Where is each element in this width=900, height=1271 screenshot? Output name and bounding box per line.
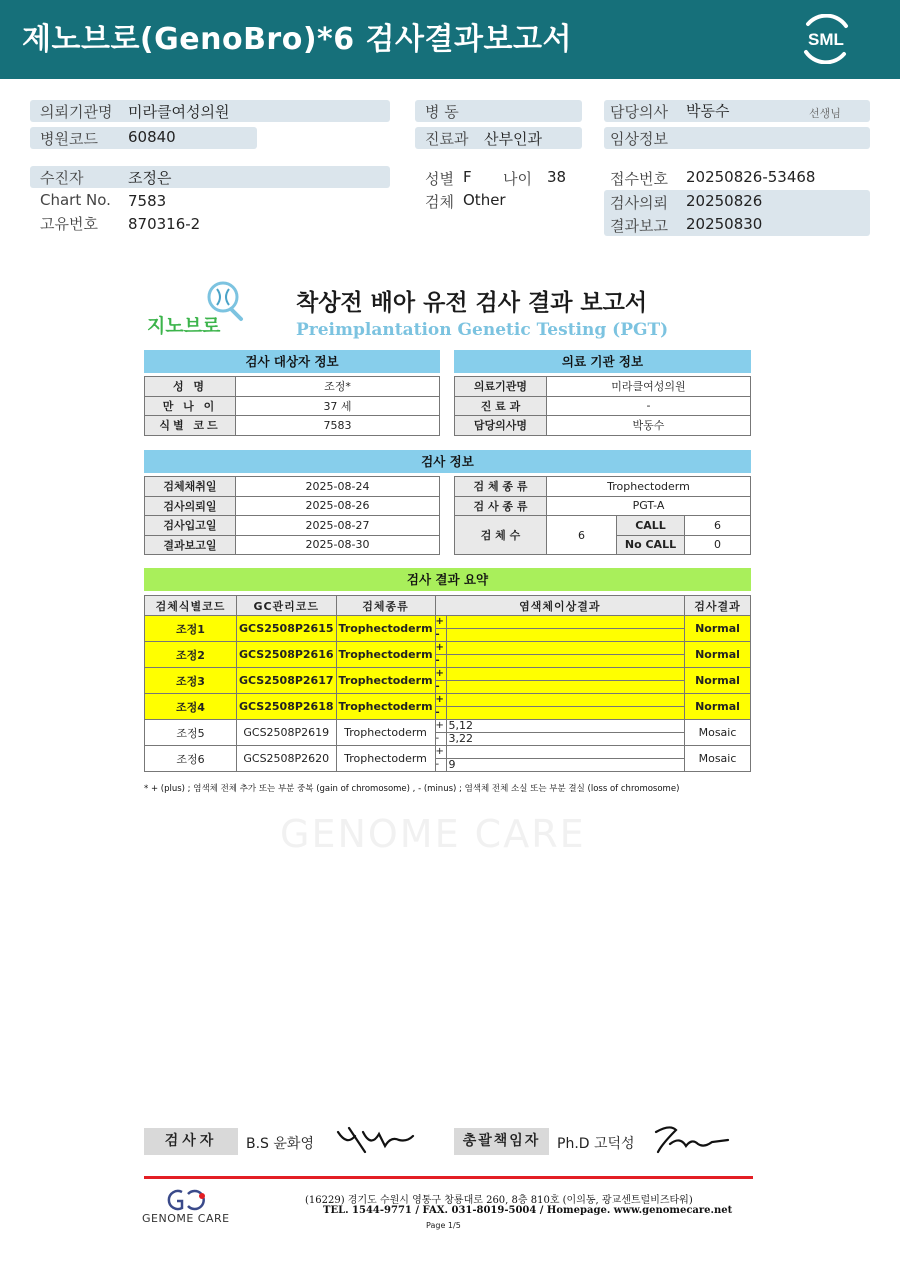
specimen: Other — [463, 191, 506, 209]
requesting-org: 미라클여성의원 — [128, 103, 230, 121]
org-table — [454, 376, 751, 436]
table-row — [145, 496, 440, 516]
sex-label: 성별 — [425, 170, 454, 188]
subject-key: 식별 코드 — [145, 416, 236, 436]
subject-key: 만 나 이 — [145, 396, 236, 416]
minus-result — [446, 707, 684, 720]
sample-id: 조정4 — [145, 694, 237, 720]
table-row — [145, 535, 440, 555]
director-signature — [650, 1122, 730, 1158]
plus-sign: + — [435, 746, 446, 759]
doctor-suffix: 선생님 — [809, 107, 841, 120]
watermark: GENOME CARE — [280, 812, 586, 856]
minus-sign: - — [435, 629, 446, 642]
sample-type: Trophectoderm — [336, 616, 435, 642]
plus-result — [446, 746, 684, 759]
minus-sign: - — [435, 655, 446, 668]
chart-no: 7583 — [128, 192, 167, 210]
sample-id: 조정6 — [145, 746, 237, 772]
test-value: 2025-08-30 — [236, 535, 440, 555]
org-key: 진 료 과 — [455, 396, 547, 416]
dept-label: 진료과 — [425, 130, 469, 148]
page-number: Page 1/5 — [426, 1221, 461, 1230]
test-value: 2025-08-26 — [236, 496, 440, 516]
specimen-type: Trophectoderm — [547, 477, 751, 497]
report-title-en: Preimplantation Genetic Testing (PGT) — [296, 320, 669, 340]
patient-label: 수진자 — [40, 169, 84, 187]
minus-result — [446, 681, 684, 694]
gc-code: GCS2508P2617 — [237, 668, 337, 694]
subject-value: 37 세 — [236, 396, 440, 416]
test-type-label: 검 사 종 류 — [455, 496, 547, 516]
table-row — [145, 642, 751, 655]
receipt-no: 20250826-53468 — [686, 168, 816, 186]
requesting-org-label: 의뢰기관명 — [40, 103, 113, 121]
minus-result — [446, 655, 684, 668]
receipt-label: 접수번호 — [610, 170, 668, 188]
table-row — [145, 746, 751, 759]
col-header: GC관리코드 — [237, 596, 337, 616]
sample-type: Trophectoderm — [336, 694, 435, 720]
gc-code: GCS2508P2619 — [237, 720, 337, 746]
test-type: PGT-A — [547, 496, 751, 516]
gc-code: GCS2508P2618 — [237, 694, 337, 720]
test-result: Normal — [685, 642, 751, 668]
subject-info-head: 검사 대상자 정보 — [144, 350, 440, 373]
plus-result — [446, 642, 684, 655]
table-row — [455, 496, 751, 516]
chart-label: Chart No. — [40, 191, 111, 209]
minus-sign: - — [435, 681, 446, 694]
test-key: 결과보고일 — [145, 535, 236, 555]
svg-text:지노브로: 지노브로 — [147, 315, 221, 337]
table-row — [145, 616, 751, 629]
subject-value: 조정* — [236, 377, 440, 397]
test-key: 검사입고일 — [145, 516, 236, 536]
subject-key: 성 명 — [145, 377, 236, 397]
specimen-label: 검체 — [425, 193, 454, 211]
table-row — [145, 396, 440, 416]
table-row — [455, 416, 751, 436]
summary-head: 검사 결과 요약 — [144, 568, 751, 591]
org-value: 미라클여성의원 — [547, 377, 751, 397]
request-date-label: 검사의뢰 — [610, 194, 668, 212]
subject-value: 7583 — [236, 416, 440, 436]
svg-text:SML: SML — [808, 30, 844, 49]
sex: F — [463, 168, 472, 186]
plus-sign: + — [435, 720, 446, 733]
test-value: 2025-08-24 — [236, 477, 440, 497]
call-label: CALL — [617, 516, 685, 536]
gc-code: GCS2508P2615 — [237, 616, 337, 642]
sample-id: 조정1 — [145, 616, 237, 642]
col-header: 검체식별코드 — [145, 596, 237, 616]
minus-sign: - — [435, 707, 446, 720]
org-value: - — [547, 396, 751, 416]
plus-sign: + — [435, 694, 446, 707]
doctor-label: 담당의사 — [610, 103, 668, 121]
table-row — [145, 694, 751, 707]
col-header: 검체종류 — [336, 596, 435, 616]
unique-label: 고유번호 — [40, 215, 98, 233]
table-row — [455, 377, 751, 397]
table-row — [145, 720, 751, 733]
hospital-code: 60840 — [128, 128, 176, 146]
gc-code: GCS2508P2616 — [237, 642, 337, 668]
patient-name: 조정은 — [128, 169, 172, 187]
plus-result — [446, 668, 684, 681]
genobro-logo-icon — [145, 279, 255, 339]
sample-type: Trophectoderm — [336, 720, 435, 746]
clinical-label: 임상정보 — [610, 130, 668, 148]
plus-sign: + — [435, 616, 446, 629]
org-value: 박동수 — [547, 416, 751, 436]
test-result: Mosaic — [685, 720, 751, 746]
table-row — [145, 416, 440, 436]
summary-table — [144, 595, 751, 772]
footer-rule — [144, 1176, 753, 1179]
call-count: 6 — [685, 516, 751, 536]
table-header-row — [145, 596, 751, 616]
footnote: * + (plus) ; 염색체 전체 추가 또는 부분 중복 (gain of chromosome) , - (minus) ; 염색체 전체 소실 또는 부분 결실 (loss of chromosome) — [144, 784, 680, 794]
director-label: 총괄책임자 — [454, 1128, 549, 1155]
unique-no: 870316-2 — [128, 215, 201, 233]
footer-address: (16229) 경기도 수원시 영통구 창룡대로 260, 8층 810호 (이의동, 광교센트럴비즈타워) — [305, 1195, 693, 1206]
examiner-signature — [335, 1122, 415, 1158]
org-key: 의료기관명 — [455, 377, 547, 397]
specimen-type-label: 검 체 종 류 — [455, 477, 547, 497]
plus-result: 5,12 — [446, 720, 684, 733]
table-row — [145, 477, 440, 497]
report-title: 착상전 배아 유전 검사 결과 보고서 — [296, 290, 648, 316]
examiner-name: B.S 윤화영 — [246, 1136, 314, 1152]
report-date-label: 결과보고 — [610, 217, 668, 235]
table-row — [455, 396, 751, 416]
ward-label: 병 동 — [425, 103, 459, 121]
nocall-label: No CALL — [617, 535, 685, 555]
sample-type: Trophectoderm — [336, 668, 435, 694]
specimen-count: 6 — [547, 516, 617, 555]
dept: 산부인과 — [484, 130, 542, 148]
director-name: Ph.D 고덕성 — [557, 1136, 635, 1152]
age: 38 — [547, 168, 567, 186]
age-label: 나이 — [503, 170, 532, 188]
test-result: Normal — [685, 668, 751, 694]
sample-id: 조정2 — [145, 642, 237, 668]
test-type-table — [454, 476, 751, 555]
patient-pill — [30, 166, 390, 188]
table-row — [145, 516, 440, 536]
sample-id: 조정3 — [145, 668, 237, 694]
minus-sign: - — [435, 759, 446, 772]
hospital-code-label: 병원코드 — [40, 130, 98, 148]
plus-sign: + — [435, 642, 446, 655]
table-row — [455, 477, 751, 497]
plus-result — [446, 616, 684, 629]
sample-type: Trophectoderm — [336, 642, 435, 668]
test-result: Normal — [685, 616, 751, 642]
test-date-table — [144, 476, 440, 555]
plus-sign: + — [435, 668, 446, 681]
org-info-head: 의료 기관 정보 — [454, 350, 751, 373]
org-key: 담당의사명 — [455, 416, 547, 436]
test-info-head: 검사 정보 — [144, 450, 751, 473]
header-bar — [0, 0, 900, 79]
nocall-count: 0 — [685, 535, 751, 555]
examiner-label: 검사자 — [144, 1128, 238, 1155]
sample-type: Trophectoderm — [336, 746, 435, 772]
report-date: 20250830 — [686, 215, 763, 233]
test-result: Mosaic — [685, 746, 751, 772]
subject-table — [144, 376, 440, 436]
minus-sign: - — [435, 733, 446, 746]
table-row — [145, 668, 751, 681]
col-header: 검사결과 — [685, 596, 751, 616]
plus-result — [446, 694, 684, 707]
footer-contact: TEL. 1544-9771 / FAX. 031-8019-5004 / Homepage. www.genomecare.net — [323, 1205, 733, 1216]
minus-result: 9 — [446, 759, 684, 772]
table-row — [455, 516, 751, 536]
table-row — [145, 377, 440, 397]
page-title: 제노브로(GenoBro)*6 검사결과보고서 — [22, 22, 572, 57]
company-name: GENOME CARE — [142, 1212, 230, 1225]
test-key: 검사의뢰일 — [145, 496, 236, 516]
gc-code: GCS2508P2620 — [237, 746, 337, 772]
minus-result: 3,22 — [446, 733, 684, 746]
col-header: 염색체이상결과 — [435, 596, 684, 616]
request-date: 20250826 — [686, 192, 763, 210]
count-label: 검 체 수 — [455, 516, 547, 555]
minus-result — [446, 629, 684, 642]
test-result: Normal — [685, 694, 751, 720]
sample-id: 조정5 — [145, 720, 237, 746]
test-value: 2025-08-27 — [236, 516, 440, 536]
test-key: 검체채취일 — [145, 477, 236, 497]
doctor: 박동수 — [686, 102, 730, 120]
sml-logo-icon — [798, 14, 854, 64]
